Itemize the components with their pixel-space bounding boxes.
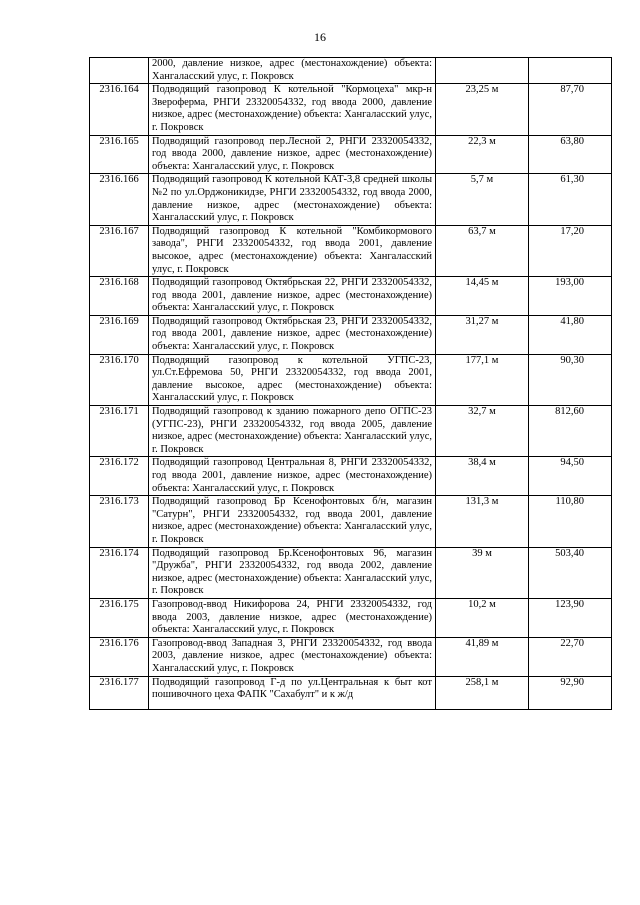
cell-length: 177,1 м: [436, 354, 529, 405]
cell-description: Подводящий газопровод пер.Лесной 2, РНГИ 23320054332, год ввода 2000, давление низкое, адрес (местонахождение) объекта: Хангаласский улус, г. Покровск: [149, 135, 436, 174]
cell-value: 812,60: [529, 406, 612, 457]
cell-num: 2316.170: [90, 354, 149, 405]
cell-value: 17,20: [529, 225, 612, 276]
table-row: [90, 496, 612, 547]
cell-num: [90, 58, 149, 84]
table-row-continuation: [90, 58, 612, 84]
cell-length: 131,3 м: [436, 496, 529, 547]
cell-length: 258,1 м: [436, 676, 529, 709]
cell-length: 14,45 м: [436, 277, 529, 316]
cell-num: 2316.167: [90, 225, 149, 276]
table-row: [90, 457, 612, 496]
cell-value: 63,80: [529, 135, 612, 174]
cell-value: 90,30: [529, 354, 612, 405]
cell-num: 2316.169: [90, 315, 149, 354]
cell-length: 32,7 м: [436, 406, 529, 457]
cell-num: 2316.176: [90, 637, 149, 676]
registry-table: [89, 57, 612, 710]
cell-length: 39 м: [436, 547, 529, 598]
cell-value: 503,40: [529, 547, 612, 598]
cell-value: 92,90: [529, 676, 612, 709]
cell-value: [529, 58, 612, 84]
cell-length: [436, 58, 529, 84]
cell-description: Подводящий газопровод Г-д по ул.Центральная к быт кот пошивочного цеха ФАПК "Сахабулт" и к ж/д: [149, 676, 436, 709]
cell-num: 2316.168: [90, 277, 149, 316]
cell-description: Подводящий газопровод К котельной "Кормоцеха" мкр-н Звероферма, РНГИ 23320054332, год ввода 2000, давление низкое, адрес (местонахождение) объекта: Хангаласский улус, г. Покровск: [149, 84, 436, 135]
cell-num: 2316.165: [90, 135, 149, 174]
cell-length: 23,25 м: [436, 84, 529, 135]
cell-num: 2316.174: [90, 547, 149, 598]
cell-description: Подводящий газопровод Центральная 8, РНГИ 23320054332, год ввода 2001, давление низкое, адрес (местонахождение) объекта: Хангаласский улус, г. Покровск: [149, 457, 436, 496]
cell-description: Подводящий газопровод Бр Ксенофонтовых б/н, магазин "Сатурн", РНГИ 23320054332, год ввода 2001, давление низкое, адрес (местонахождение) объекта: Хангаласский улус, г. Покровск: [149, 496, 436, 547]
cell-description: Подводящий газопровод к зданию пожарного депо ОГПС-23 (УГПС-23), РНГИ 23320054332, год ввода 2005, давление низкое, адрес (местонахождение) объекта: Хангаласский улус, г. Покровск: [149, 406, 436, 457]
cell-length: 5,7 м: [436, 174, 529, 225]
cell-value: 110,80: [529, 496, 612, 547]
table-row: [90, 135, 612, 174]
cell-num: 2316.177: [90, 676, 149, 709]
cell-value: 193,00: [529, 277, 612, 316]
table-row: [90, 225, 612, 276]
cell-num: 2316.166: [90, 174, 149, 225]
table-row: [90, 174, 612, 225]
cell-description: 2000, давление низкое, адрес (местонахождение) объекта: Хангаласский улус, г. Покровск: [149, 58, 436, 84]
table-row: [90, 354, 612, 405]
cell-description: Подводящий газопровод К котельной КАТ-3,8 средней школы №2 по ул.Орджоникидзе, РНГИ 23320054332, год ввода 2000, давление низкое, адрес (местонахождение) объекта: Хангаласский улус, г. Покровск: [149, 174, 436, 225]
table-row: [90, 277, 612, 316]
cell-value: 41,80: [529, 315, 612, 354]
table-row: [90, 547, 612, 598]
table-row: [90, 406, 612, 457]
table-row: [90, 84, 612, 135]
cell-value: 22,70: [529, 637, 612, 676]
cell-value: 123,90: [529, 598, 612, 637]
cell-num: 2316.175: [90, 598, 149, 637]
cell-description: Подводящий газопровод Октябрьская 22, РНГИ 23320054332, год ввода 2001, давление низкое, адрес (местонахождение) объекта: Хангаласский улус, г. Покровск: [149, 277, 436, 316]
cell-description: Подводящий газопровод Октябрьская 23, РНГИ 23320054332, год ввода 2001, давление низкое, адрес (местонахождение) объекта: Хангаласский улус, г. Покровск: [149, 315, 436, 354]
cell-value: 61,30: [529, 174, 612, 225]
cell-num: 2316.173: [90, 496, 149, 547]
cell-length: 10,2 м: [436, 598, 529, 637]
cell-description: Подводящий газопровод к котельной УГПС-23, ул.Ст.Ефремова 50, РНГИ 23320054332, год ввода 2001, давление высокое, адрес (местонахождение) объекта: Хангаласский улус, г. Покровск: [149, 354, 436, 405]
page-number: 16: [314, 30, 326, 44]
cell-length: 41,89 м: [436, 637, 529, 676]
cell-description: Газопровод-ввод Западная 3, РНГИ 23320054332, год ввода 2003, давление низкое, адрес (местонахождение) объекта: Хангаласский улус, г. Покровск: [149, 637, 436, 676]
table-row: [90, 315, 612, 354]
cell-length: 38,4 м: [436, 457, 529, 496]
cell-description: Газопровод-ввод Никифорова 24, РНГИ 23320054332, год ввода 2003, давление низкое, адрес (местонахождение) объекта: Хангаласский улус, г. Покровск: [149, 598, 436, 637]
table-row: [90, 637, 612, 676]
table-row: [90, 676, 612, 709]
cell-value: 94,50: [529, 457, 612, 496]
cell-description: Подводящий газопровод К котельной "Комбикормового завода", РНГИ 23320054332, год ввода 2001, давление высокое, адрес (местонахождение) объекта: Хангаласский улус, г. Покровск: [149, 225, 436, 276]
cell-value: 87,70: [529, 84, 612, 135]
cell-length: 31,27 м: [436, 315, 529, 354]
registry-table-body: [90, 58, 612, 710]
cell-num: 2316.171: [90, 406, 149, 457]
cell-num: 2316.172: [90, 457, 149, 496]
table-row: [90, 598, 612, 637]
cell-description: Подводящий газопровод Бр.Ксенофонтовых 96, магазин "Дружба", РНГИ 23320054332, год ввода 2002, давление низкое, адрес (местонахождение) объекта: Хангаласский улус, г. Покровск: [149, 547, 436, 598]
cell-length: 22,3 м: [436, 135, 529, 174]
cell-length: 63,7 м: [436, 225, 529, 276]
cell-num: 2316.164: [90, 84, 149, 135]
